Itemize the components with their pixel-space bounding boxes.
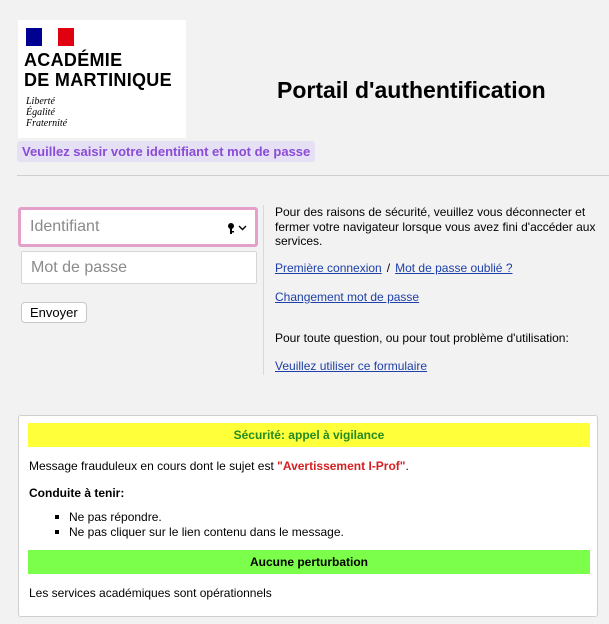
list-item: Ne pas répondre.	[69, 510, 344, 525]
services-status-text: Les services académiques sont opérationnels	[29, 586, 272, 600]
vigilance-banner: Sécurité: appel à vigilance	[28, 423, 590, 447]
username-input[interactable]	[21, 210, 211, 244]
academie-name-line2: DE MARTINIQUE	[24, 70, 172, 90]
fraud-message-suffix: .	[405, 459, 409, 473]
key-icon[interactable]	[227, 221, 249, 235]
link-separator: /	[386, 261, 391, 275]
password-field-wrapper	[21, 251, 257, 284]
change-password-link[interactable]: Changement mot de passe	[275, 290, 420, 304]
header-divider	[17, 175, 609, 176]
motto-egalite: Égalité	[26, 107, 55, 118]
motto-liberte: Liberté	[26, 96, 55, 107]
status-banner: Aucune perturbation	[28, 550, 590, 574]
conduct-rules-list	[69, 510, 344, 540]
marianne-flag-icon	[26, 28, 74, 46]
conduct-title: Conduite à tenir:	[29, 486, 125, 500]
fraud-message-prefix: Message frauduleux en cours dont le sujet est	[29, 459, 278, 473]
academie-logo	[18, 20, 186, 138]
forgot-password-link[interactable]: Mot de passe oublié ?	[395, 261, 513, 275]
help-form-link[interactable]: Veuillez utiliser ce formulaire	[275, 359, 428, 373]
academie-name-line1: ACADÉMIE	[24, 50, 123, 70]
republic-motto	[26, 96, 67, 129]
help-question-text: Pour toute question, ou pour tout problème d'utilisation:	[275, 331, 569, 345]
account-links	[275, 261, 513, 276]
alerts-panel	[18, 415, 598, 617]
page-title: Portail d'authentification	[277, 77, 546, 103]
column-divider	[263, 205, 264, 375]
fraud-message-subject: "Avertissement I-Prof"	[277, 459, 406, 473]
list-item: Ne pas cliquer sur le lien contenu dans le message.	[69, 525, 344, 539]
submit-button[interactable]: Envoyer	[21, 302, 87, 323]
academie-name	[24, 50, 172, 90]
fraud-message	[29, 459, 409, 473]
first-login-link[interactable]: Première connexion	[275, 261, 382, 275]
username-field-wrapper	[18, 207, 258, 247]
motto-fraternite: Fraternité	[26, 118, 68, 129]
password-input[interactable]	[22, 252, 212, 283]
login-instruction: Veuillez saisir votre identifiant et mot de passe	[17, 141, 315, 162]
security-notice: Pour des raisons de sécurité, veuillez vous déconnecter et fermer votre navigateur lorsque vous avez fini d'accéder aux services.	[275, 205, 596, 248]
